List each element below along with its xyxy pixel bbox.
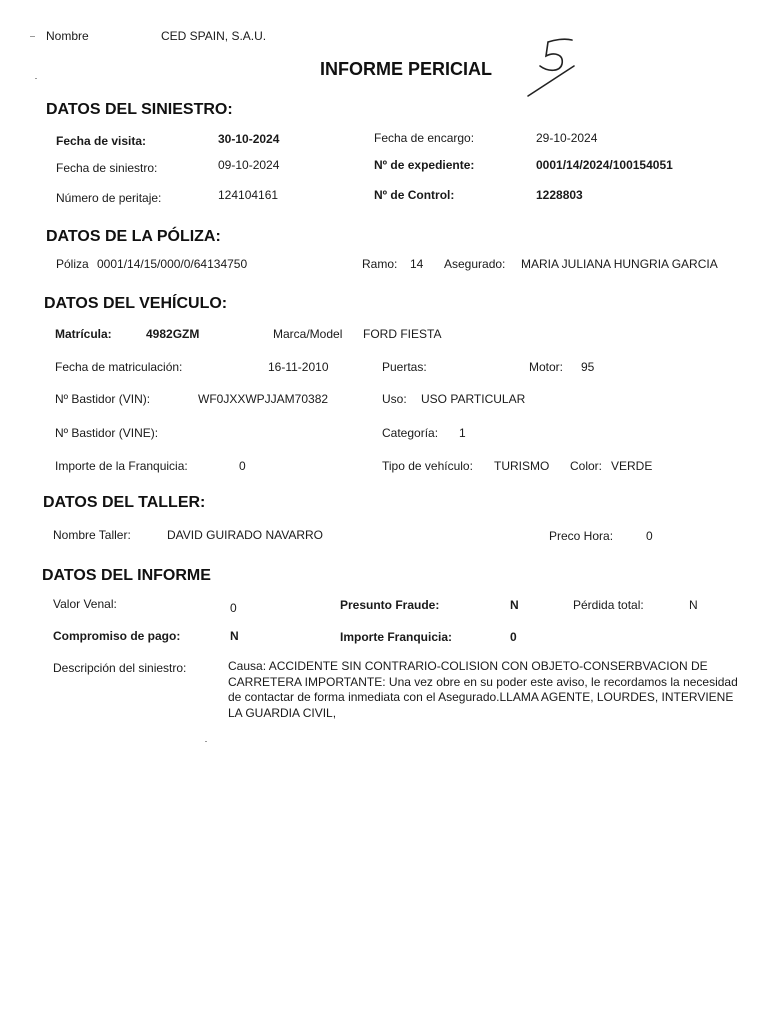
color-label: Color: xyxy=(570,459,603,473)
taller-nombre-value: DAVID GUIRADO NAVARRO xyxy=(167,528,324,542)
fecha-siniestro-value: 09-10-2024 xyxy=(218,158,280,172)
section-vehiculo-heading: DATOS DEL VEHÍCULO: xyxy=(44,295,228,312)
expediente-value: 0001/14/2024/100154051 xyxy=(536,158,673,172)
color-value: VERDE xyxy=(611,459,653,473)
franquicia-label: Importe de la Franquicia: xyxy=(55,459,188,473)
presunto-fraude-value: N xyxy=(510,598,519,612)
handwritten-mark-5 xyxy=(524,34,584,100)
motor-label: Motor: xyxy=(529,360,564,374)
peritaje-label: Número de peritaje: xyxy=(56,191,162,205)
taller-nombre-label: Nombre Taller: xyxy=(53,528,131,542)
fecha-visita-value: 30-10-2024 xyxy=(218,132,280,146)
asegurado-value: MARIA JULIANA HUNGRIA GARCIA xyxy=(521,257,718,271)
matricula-value: 4982GZM xyxy=(146,327,200,341)
compromiso-pago-label: Compromiso de pago: xyxy=(53,629,181,643)
matricula-label: Matrícula: xyxy=(55,327,112,341)
vine-label: Nº Bastidor (VINE): xyxy=(55,426,159,440)
motor-value: 95 xyxy=(581,360,595,374)
uso-value: USO PARTICULAR xyxy=(421,392,526,406)
precio-hora-label: Preco Hora: xyxy=(549,529,614,543)
marca-label: Marca/Model xyxy=(273,327,343,341)
poliza-value: 0001/14/15/000/0/64134750 xyxy=(97,257,248,271)
fecha-matriculacion-label: Fecha de matriculación: xyxy=(55,360,183,374)
poliza-label: Póliza xyxy=(56,257,89,271)
section-informe-heading: DATOS DEL INFORME xyxy=(42,567,211,584)
nombre-label: Nombre xyxy=(46,29,89,43)
ramo-label: Ramo: xyxy=(362,257,398,271)
importe-franquicia-label: Importe Franquicia: xyxy=(340,630,453,644)
franquicia-value: 0 xyxy=(239,459,246,473)
fecha-visita-label: Fecha de visita: xyxy=(56,134,147,148)
valor-venal-value: 0 xyxy=(230,601,237,615)
tipo-vehiculo-label: Tipo de vehículo: xyxy=(382,459,473,473)
presunto-fraude-label: Presunto Fraude: xyxy=(340,598,440,612)
asegurado-label: Asegurado: xyxy=(444,257,506,271)
descripcion-label: Descripción del siniestro: xyxy=(53,661,187,675)
scan-speck xyxy=(205,741,207,742)
vin-label: Nº Bastidor (VIN): xyxy=(55,392,151,406)
fecha-encargo-label: Fecha de encargo: xyxy=(374,131,475,145)
control-value: 1228803 xyxy=(536,188,583,202)
section-poliza-heading: DATOS DE LA PÓLIZA: xyxy=(46,228,221,245)
descripcion-value: Causa: ACCIDENTE SIN CONTRARIO-COLISION CON OBJETO-CONSERBVACION DE CARRETERA IMPORTANTE: Una vez obre en su poder este aviso, le recordamos la necesidad de contactar de forma inmediata con el Asegurado.LLAMA AGENTE, LOURDES, INTERVIENE LA GUARDIA CIVIL, xyxy=(228,659,738,720)
fecha-matriculacion-value: 16-11-2010 xyxy=(268,360,329,374)
fecha-siniestro-label: Fecha de siniestro: xyxy=(56,161,158,175)
uso-label: Uso: xyxy=(382,392,407,406)
perdida-total-label: Pérdida total: xyxy=(573,598,644,612)
puertas-label: Puertas: xyxy=(382,360,427,374)
categoria-value: 1 xyxy=(459,426,466,440)
tipo-vehiculo-value: TURISMO xyxy=(494,459,550,473)
section-taller-heading: DATOS DEL TALLER: xyxy=(43,494,206,511)
scan-speck xyxy=(30,36,35,37)
section-siniestro-heading: DATOS DEL SINIESTRO: xyxy=(46,101,233,118)
fecha-encargo-value: 29-10-2024 xyxy=(536,131,598,145)
compromiso-pago-value: N xyxy=(230,629,239,643)
categoria-label: Categoría: xyxy=(382,426,439,440)
expediente-label: Nº de expediente: xyxy=(374,158,475,172)
precio-hora-value: 0 xyxy=(646,529,653,543)
peritaje-value: 124104161 xyxy=(218,188,279,202)
ramo-value: 14 xyxy=(410,257,424,271)
perdida-total-value: N xyxy=(689,598,698,612)
control-label: Nº de Control: xyxy=(374,188,455,202)
marca-value: FORD FIESTA xyxy=(363,327,442,341)
page-title: INFORME PERICIAL xyxy=(320,59,493,79)
scan-speck xyxy=(35,78,37,79)
valor-venal-label: Valor Venal: xyxy=(53,597,117,611)
nombre-value: CED SPAIN, S.A.U. xyxy=(161,29,267,43)
importe-franquicia-value: 0 xyxy=(510,630,517,644)
vin-value: WF0JXXWPJJAM70382 xyxy=(198,392,329,406)
